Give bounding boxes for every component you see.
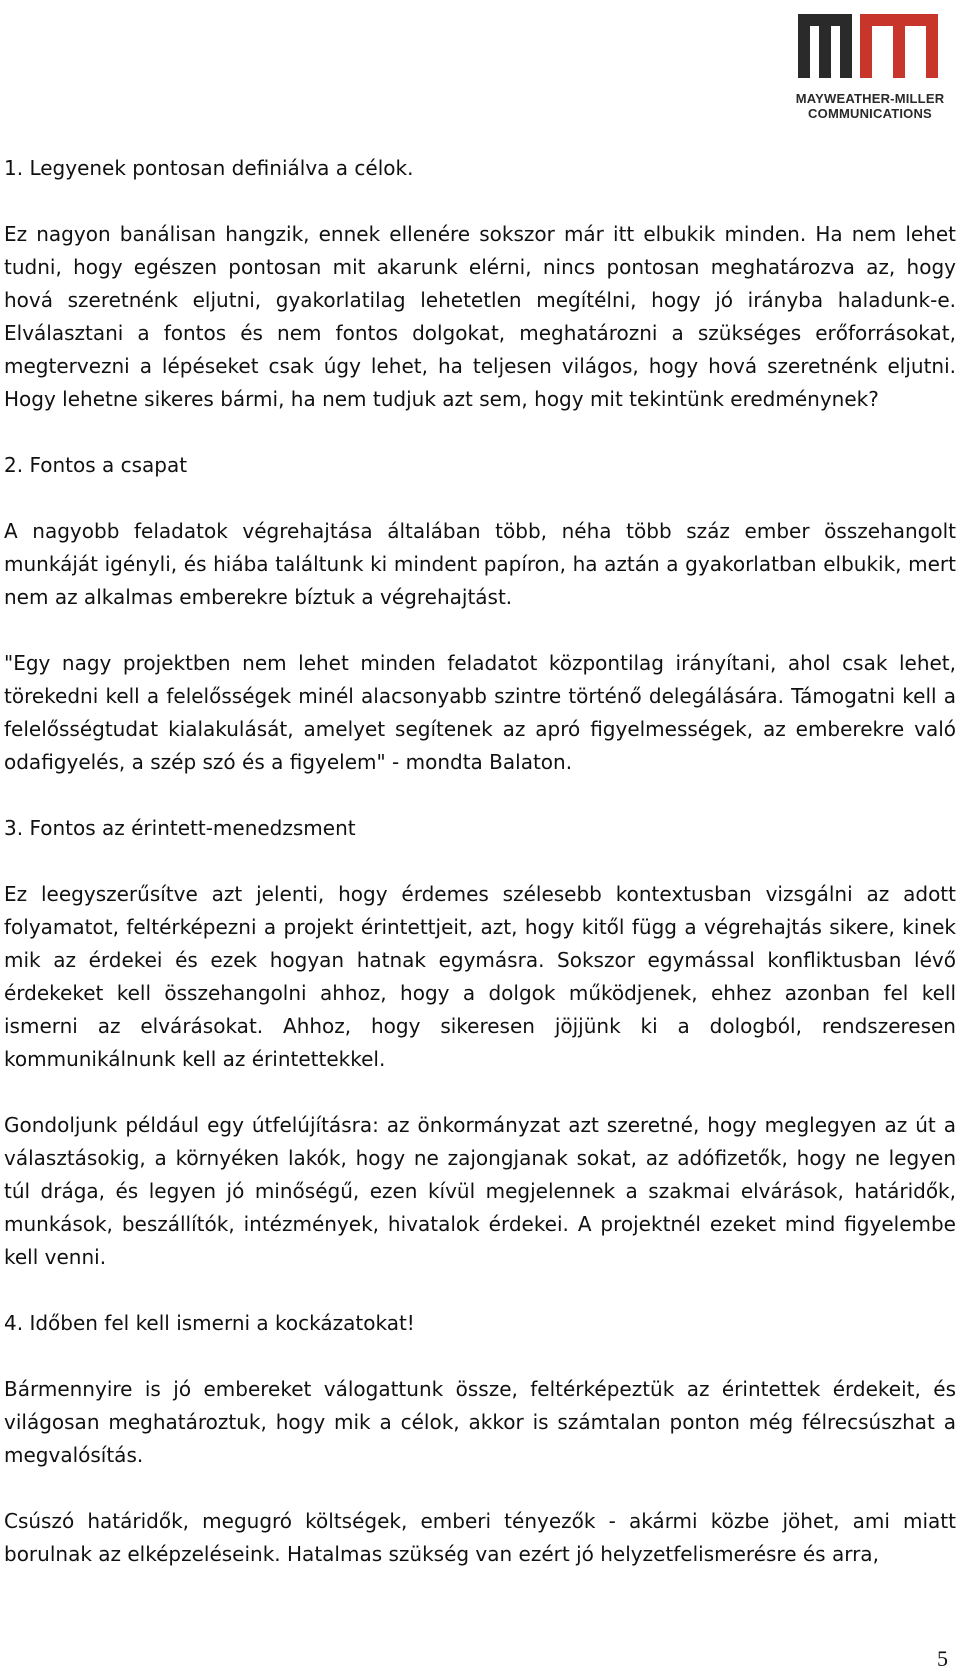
section-4-heading: 4. Időben fel kell ismerni a kockázatokat!	[4, 1311, 415, 1335]
section-2-heading: 2. Fontos a csapat	[4, 453, 188, 477]
page-number: 5	[937, 1646, 948, 1671]
section-1-heading: 1. Legyenek pontosan definiálva a célok.	[4, 156, 414, 180]
section-2-paragraph-1: A nagyobb feladatok végrehajtása általában több, néha több száz ember összehangolt munkáját igényli, és hiába találtunk ki mindent papíron, ha aztán a gyakorlatban elbukik, mert nem az alkalmas emberekre bíztuk a végrehajtást.	[4, 519, 956, 609]
document-body	[4, 152, 956, 1571]
logo-name-line1: MAYWEATHER-MILLER	[795, 91, 945, 106]
logo-mark-icon	[790, 8, 950, 88]
company-logo	[790, 8, 950, 128]
section-3-paragraph-1: Ez leegyszerűsítve azt jelenti, hogy érdemes szélesebb kontextusban vizsgálni az adott folyamatot, feltérképezni a projekt érintettjeit, azt, hogy kitől függ a végrehajtás sikere, kinek mik az érdekei és ezek hogyan hatnak egymásra. Sokszor egymással konfliktusban lévő érdekeket kell összehangolni ahhoz, hogy a dolgok működjenek, ehhez azonban fel kell ismerni az elvárásokat. Ahhoz, hogy sikeresen jöjjünk ki a dologból, rendszeresen kommunikálnunk kell az érintettekkel.	[4, 882, 956, 1071]
section-4-paragraph-1: Bármennyire is jó embereket válogattunk össze, feltérképeztük az érintettek érdekeit, és világosan meghatároztuk, hogy mik a célok, akkor is számtalan ponton még félrecsúszhat a megvalósítás.	[4, 1377, 956, 1467]
logo-name-line2: COMMUNICATIONS	[808, 106, 932, 121]
section-4-paragraph-2: Csúszó határidők, megugró költségek, emberi tényezők - akármi közbe jöhet, ami miatt borulnak az elképzeléseink. Hatalmas szükség van ezért jó helyzetfelismerésre és arra,	[4, 1509, 956, 1566]
section-1-paragraph-1: Ez nagyon banálisan hangzik, ennek ellenére sokszor már itt elbukik minden. Ha nem lehet tudni, hogy egészen pontosan mit akarunk elérni, nincs pontosan meghatározva az, hogy hová szeretnénk eljutni, gyakorlatilag lehetetlen megítélni, hogy jó irányba haladunk-e. Elválasztani a fontos és nem fontos dolgokat, meghatározni a szükséges erőforrásokat, megtervezni a lépéseket csak úgy lehet, ha teljesen világos, hogy hová szeretnénk eljutni. Hogy lehetne sikeres bármi, ha nem tudjuk azt sem, hogy mit tekintünk eredménynek?	[4, 222, 956, 411]
section-3-heading: 3. Fontos az érintett-menedzsment	[4, 816, 356, 840]
section-2-paragraph-2: "Egy nagy projektben nem lehet minden feladatot központilag irányítani, ahol csak lehet, törekedni kell a felelősségek minél alacsonyabb szintre történő delegálására. Támogatni kell a felelősségtudat kialakulását, amelyet segítenek az apró figyelmességek, az emberekre való odafigyelés, a szép szó és a figyelem" - mondta Balaton.	[4, 651, 956, 774]
section-3-paragraph-2: Gondoljunk például egy útfelújításra: az önkormányzat azt szeretné, hogy meglegyen az út a választásokig, a környéken lakók, hogy ne zajongjanak sokat, az adófizetők, hogy ne legyen túl drága, és legyen jó minőségű, ezen kívül megjelennek a szakmai elvárások, határidők, munkások, beszállítók, intézmények, hivatalok érdekei. A projektnél ezeket mind figyelembe kell venni.	[4, 1113, 956, 1269]
